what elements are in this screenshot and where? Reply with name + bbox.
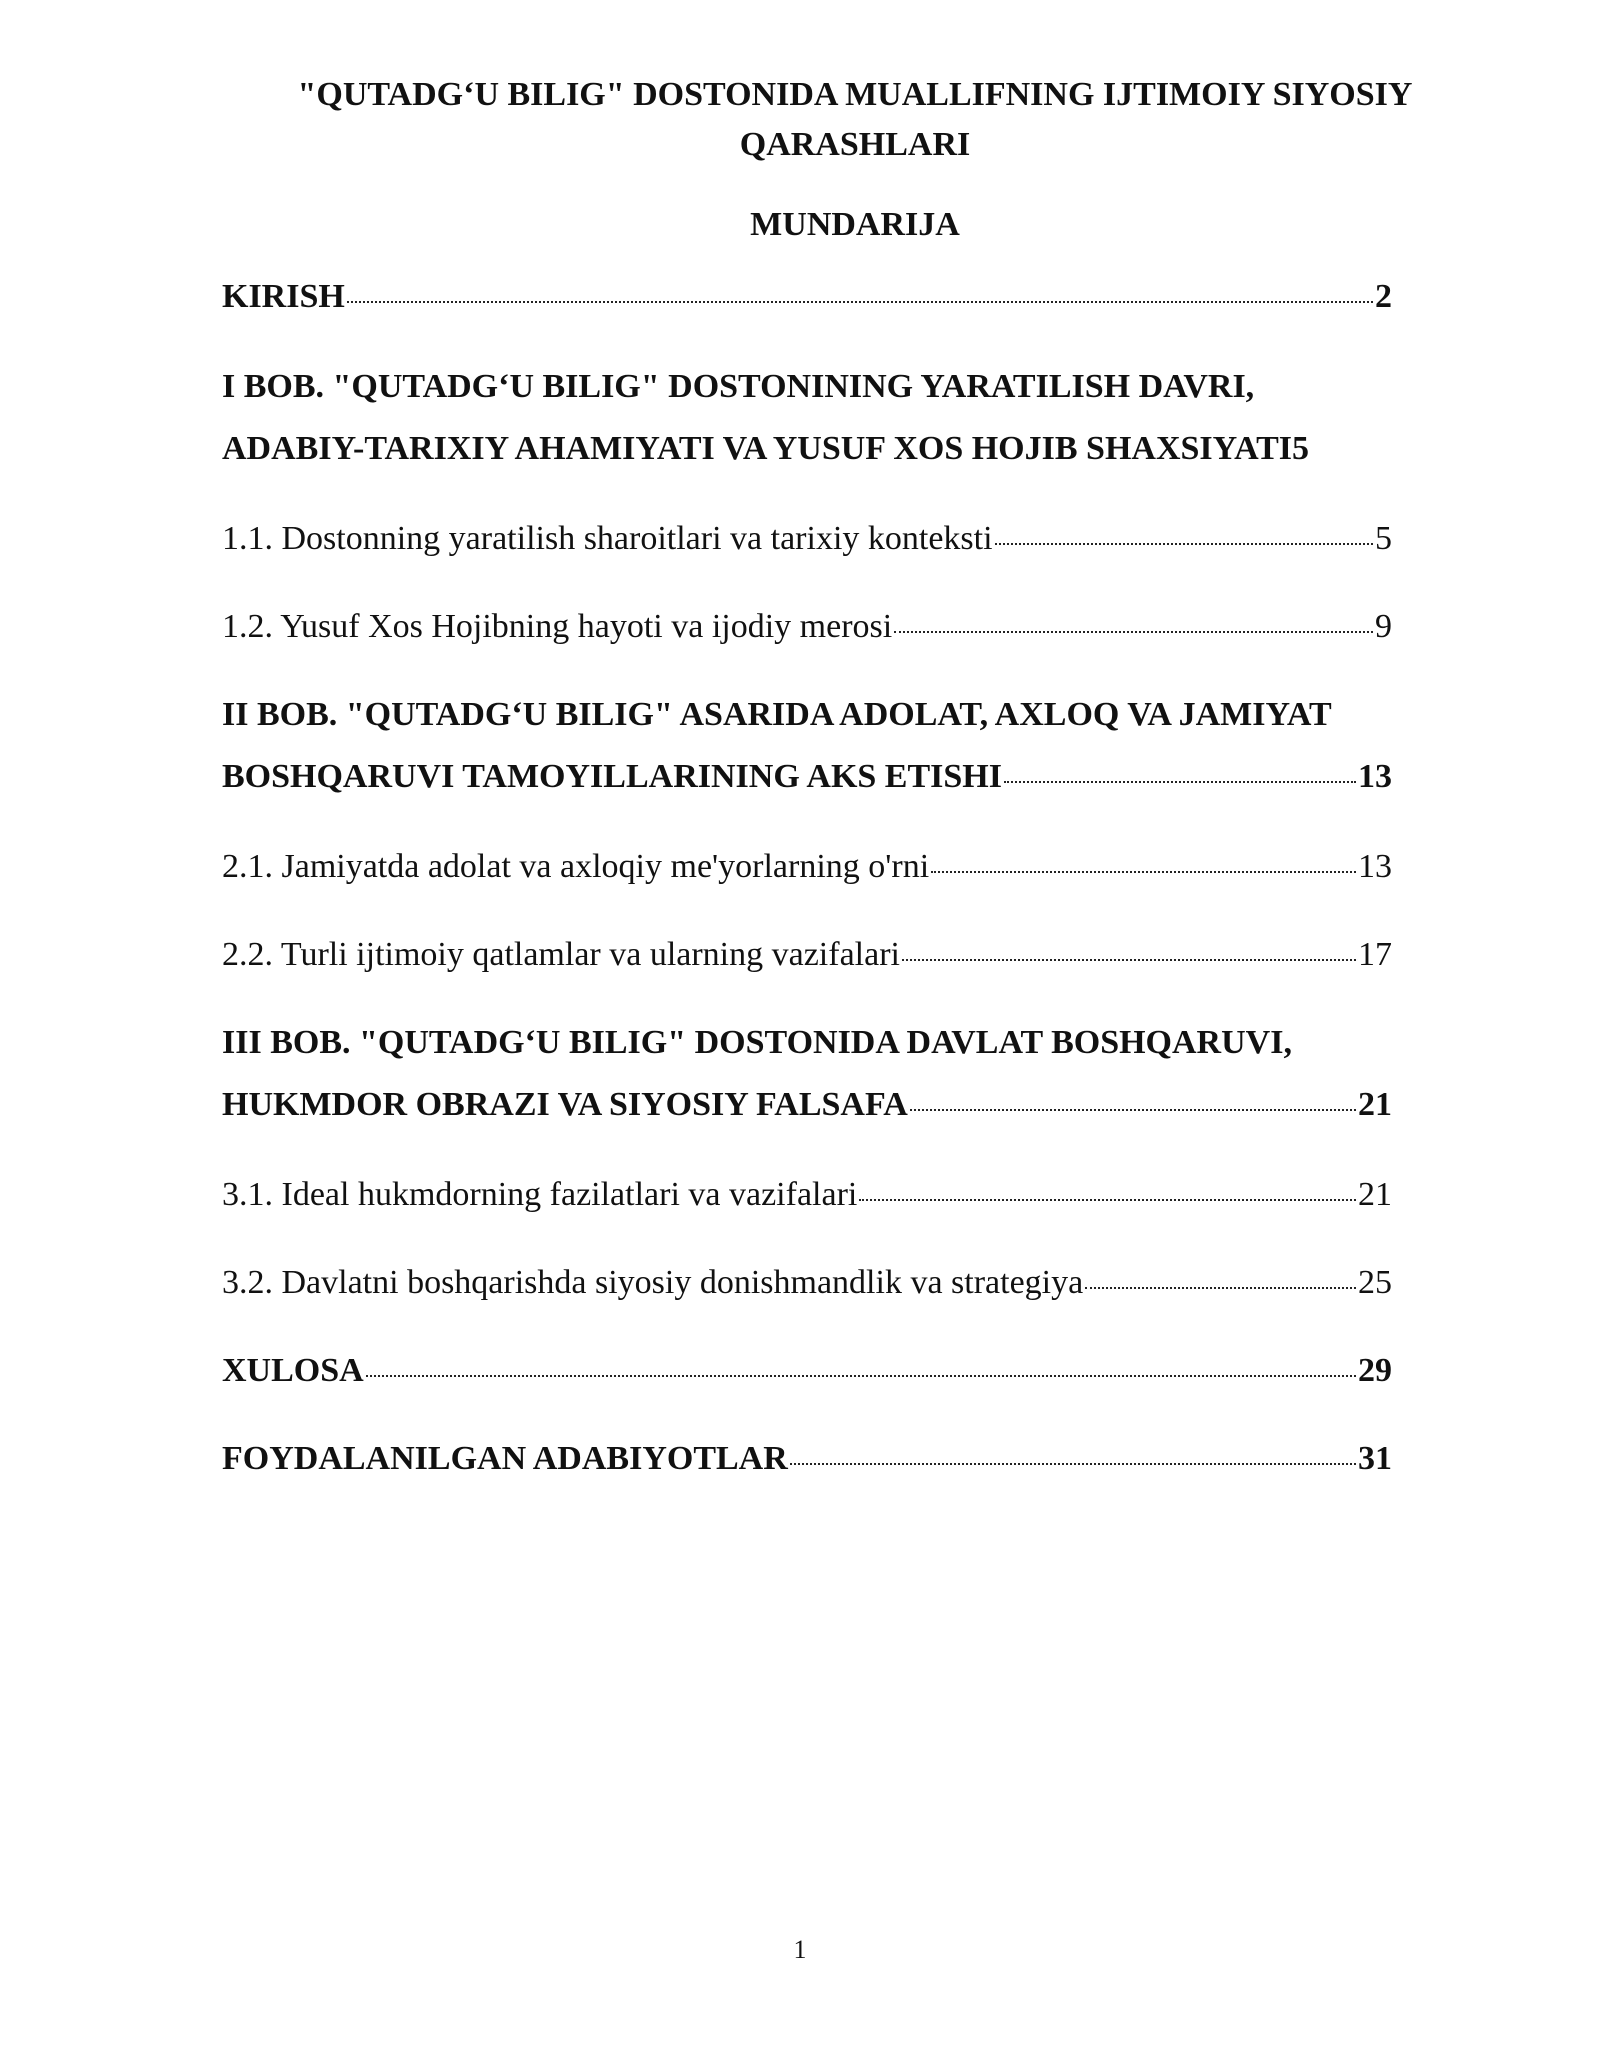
toc-page-number: 5 [1375, 520, 1392, 557]
toc-dot-leader [931, 871, 1356, 873]
toc-dot-leader [859, 1199, 1356, 1201]
toc-entry-label: 2.2. Turli ijtimoiy qatlamlar va ularning vazifalari [222, 936, 900, 973]
toc-entry-label: 1.2. Yusuf Xos Hojibning hayoti va ijodiy merosi [222, 608, 893, 645]
toc-entry-section-3-1 [222, 1164, 1392, 1226]
document-title [225, 70, 1485, 170]
toc-entry-xulosa [222, 1340, 1392, 1402]
toc-entry-label-line2: BOSHQARUVI TAMOYILLARINING AKS ETISHI [222, 758, 1002, 795]
toc-entry-label: 3.1. Ideal hukmdorning fazilatlari va vazifalari [222, 1176, 858, 1213]
toc-entry-label: XULOSA [222, 1352, 364, 1389]
toc-entry-bob3 [222, 1012, 1392, 1136]
toc-entry-section-2-1 [222, 836, 1392, 898]
toc-dot-leader [910, 1109, 1356, 1111]
toc-page-number: 13 [1358, 758, 1392, 795]
toc-page-number: 9 [1375, 608, 1392, 645]
toc-dot-leader [995, 543, 1373, 545]
toc-entry-bob1 [222, 356, 1309, 480]
toc-entry-label: 1.1. Dostonning yaratilish sharoitlari va tarixiy konteksti [222, 520, 993, 557]
toc-entry-label-line1: I BOB. "QUTADG‘U BILIG" DOSTONINING YARATILISH DAVRI, [222, 368, 1255, 405]
toc-page-number: 17 [1358, 936, 1392, 973]
toc-entry-label: 2.1. Jamiyatda adolat va axloqiy me'yorlarning o'rni [222, 848, 930, 885]
toc-entry-section-2-2 [222, 924, 1392, 986]
toc-page-number: 25 [1358, 1264, 1392, 1301]
toc-entry-label-line1: III BOB. "QUTADG‘U BILIG" DOSTONIDA DAVLAT BOSHQARUVI, [222, 1024, 1292, 1061]
toc-dot-leader [1085, 1287, 1356, 1289]
toc-page-number: 2 [1375, 278, 1392, 315]
toc-entry-adabiyotlar [222, 1428, 1392, 1490]
toc-dot-leader [366, 1375, 1356, 1377]
toc-dot-leader [347, 301, 1373, 303]
toc-entry-label: KIRISH [222, 278, 345, 315]
toc-dot-leader [1004, 781, 1356, 783]
document-title-line1: "QUTADG‘U BILIG" DOSTONIDA MUALLIFNING IJTIMOIY SIYOSIY [297, 76, 1413, 113]
toc-page-number: 13 [1358, 848, 1392, 885]
toc-entry-label-line2: ADABIY-TARIXIY AHAMIYATI VA YUSUF XOS HOJIB SHAXSIYATI [222, 430, 1293, 467]
toc-page-number: 29 [1358, 1352, 1392, 1389]
toc-entry-label-line2: HUKMDOR OBRAZI VA SIYOSIY FALSAFA [222, 1086, 908, 1123]
toc-heading: MUNDARIJA [750, 206, 960, 243]
toc-entry-section-3-2 [222, 1252, 1392, 1314]
toc-dot-leader [790, 1463, 1356, 1465]
toc-page-number: 5 [1292, 430, 1310, 467]
toc-entry-label: 3.2. Davlatni boshqarishda siyosiy donishmandlik va strategiya [222, 1264, 1084, 1301]
toc-page-number: 31 [1358, 1440, 1392, 1477]
toc-entry-bob2 [222, 684, 1392, 808]
toc-entry-section-1-2 [222, 596, 1392, 658]
toc-dot-leader [894, 631, 1373, 633]
toc-entry-label-line1: II BOB. "QUTADG‘U BILIG" ASARIDA ADOLAT, AXLOQ VA JAMIYAT [222, 696, 1332, 733]
toc-page-number: 21 [1358, 1176, 1392, 1213]
toc-entry-label: FOYDALANILGAN ADABIYOTLAR [222, 1440, 788, 1477]
toc-dot-leader [902, 959, 1356, 961]
document-title-line2: QARASHLARI [739, 126, 971, 163]
toc-entry-section-1-1 [222, 508, 1392, 570]
page-number: 1 [793, 1935, 807, 1964]
toc-page-number: 21 [1358, 1086, 1392, 1123]
toc-entry-kirish [222, 266, 1392, 328]
